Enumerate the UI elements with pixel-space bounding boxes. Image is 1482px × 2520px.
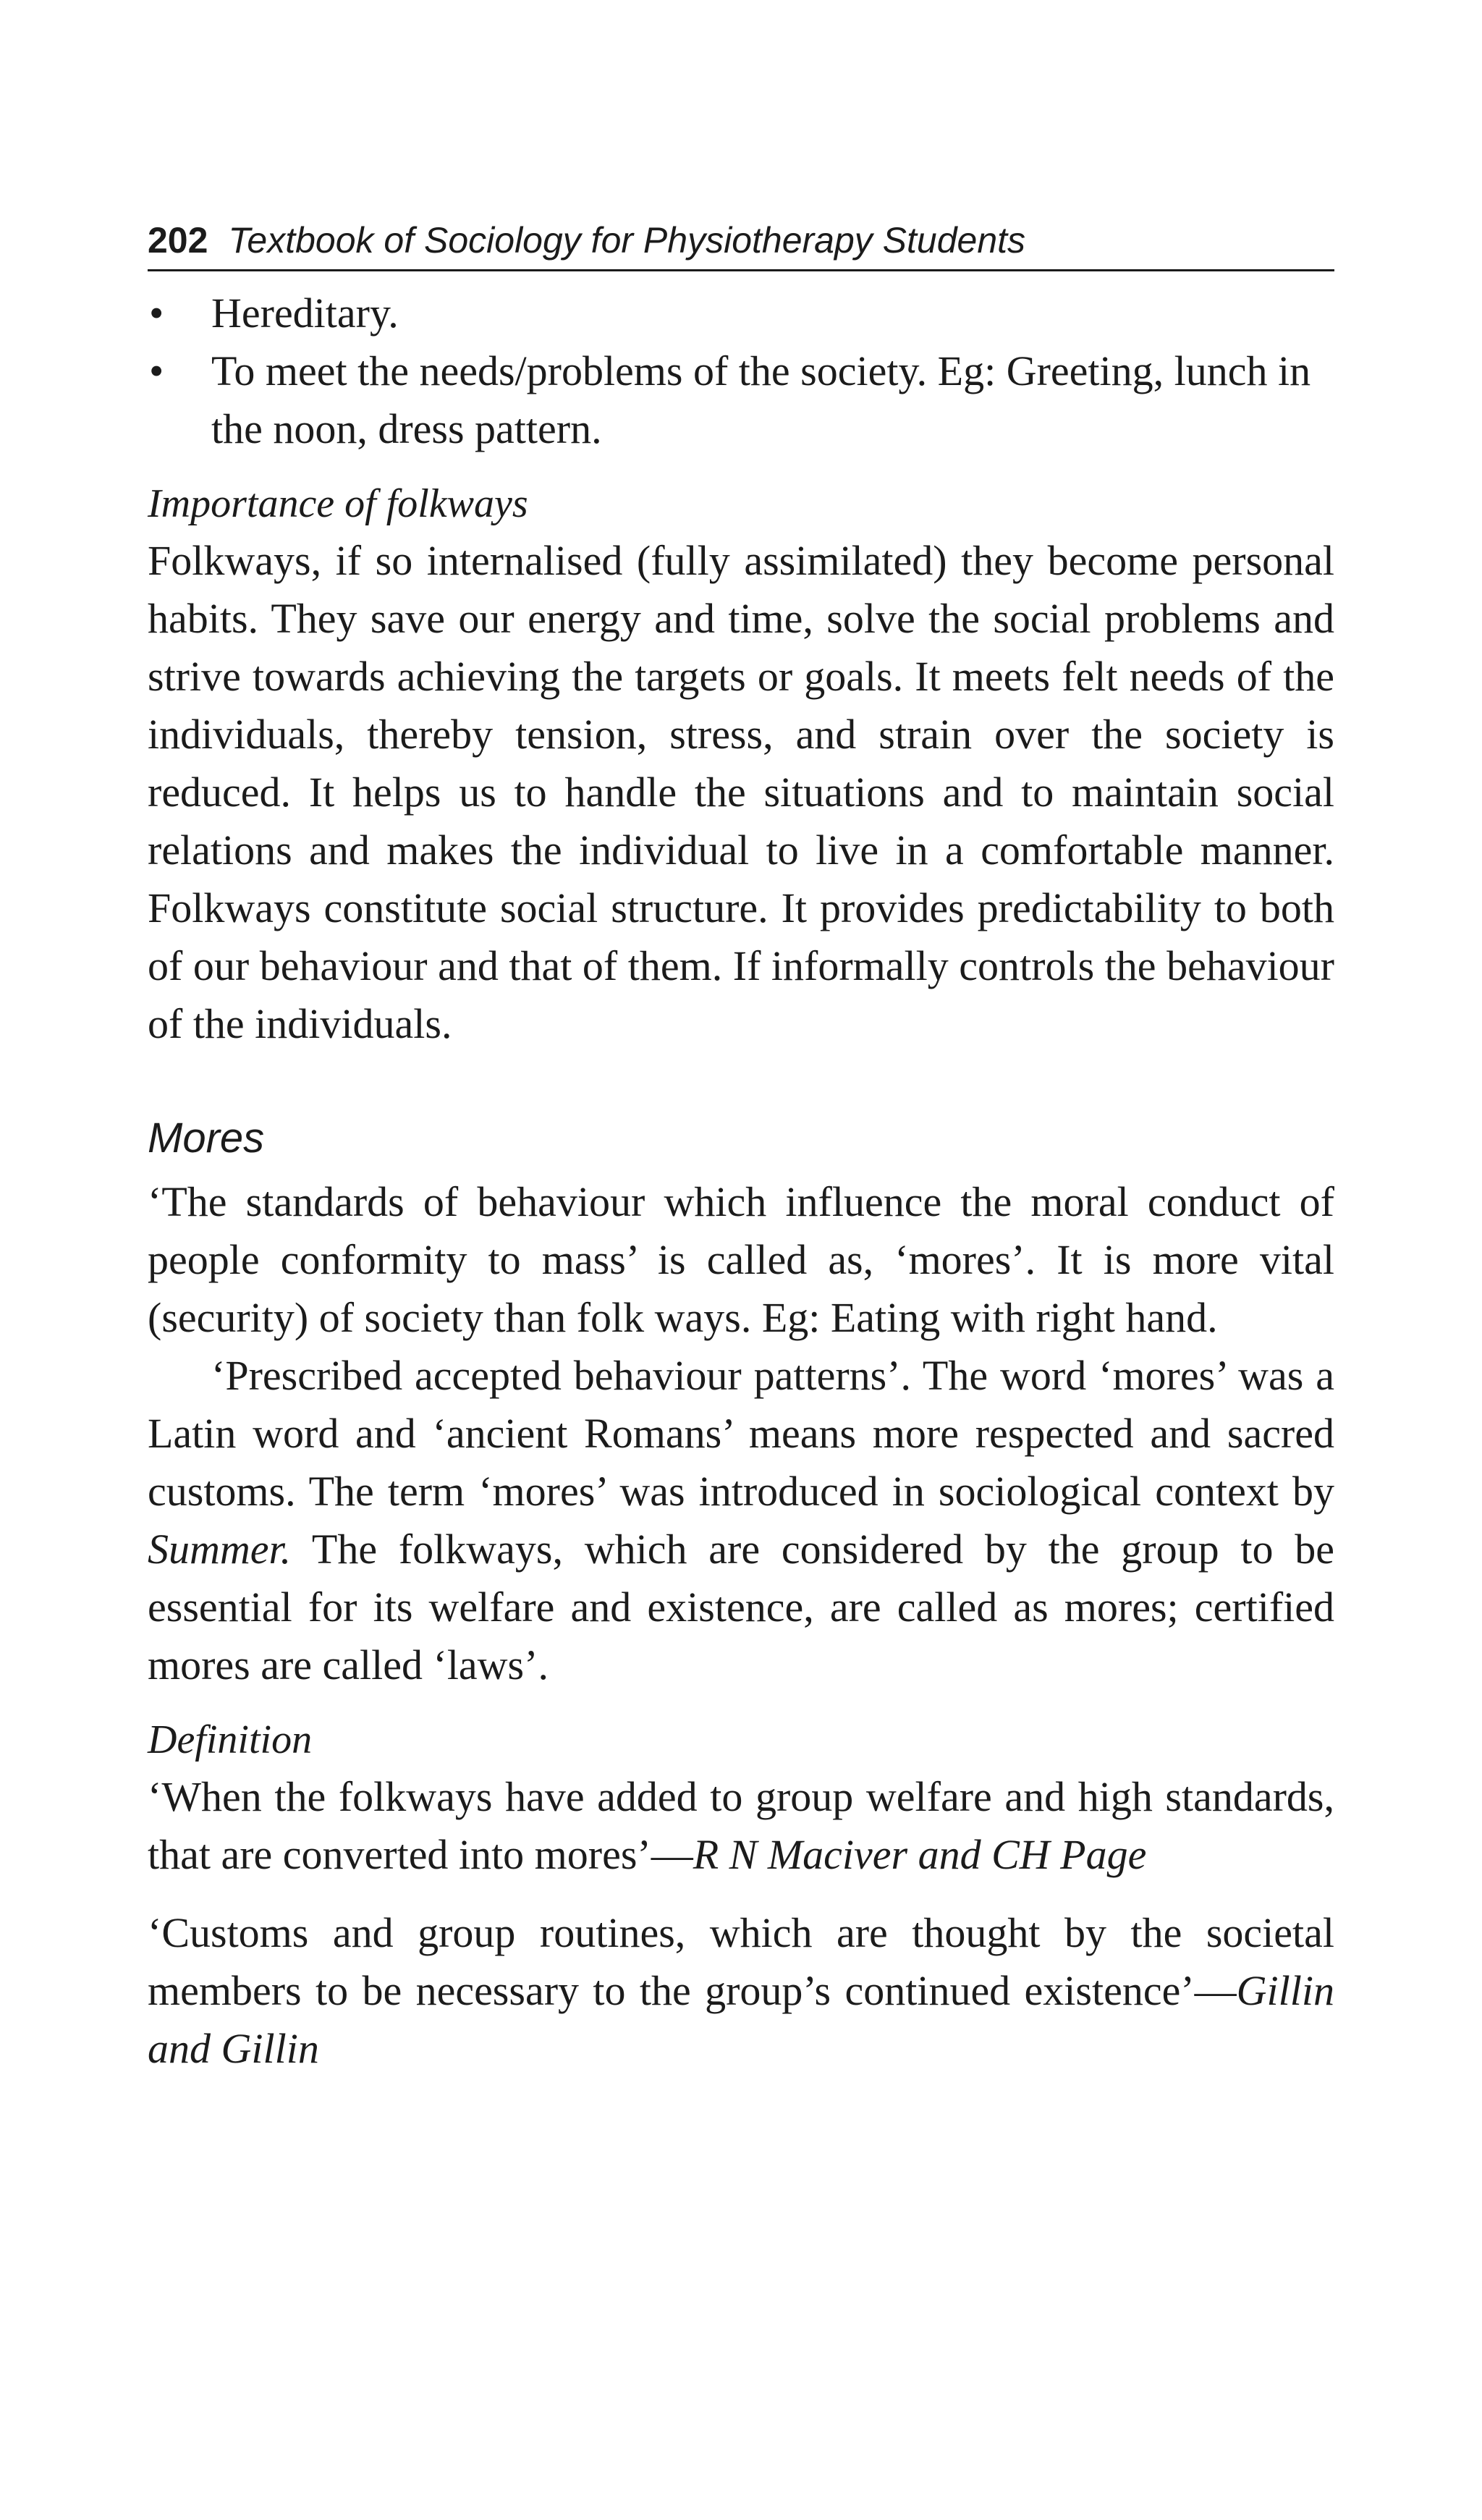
- quote-2-text: ‘Customs and group routines, which are thought by the societal members to be necessary to the group’s continued existence’—: [148, 1909, 1334, 2014]
- book-title: Textbook of Sociology for Physiotherapy Students: [228, 220, 1026, 261]
- importance-paragraph: Folkways, if so internalised (fully assimilated) they become personal habits. They save our energy and time, solve the social problems and strive towards achieving the targets or goals. It meets felt needs of the individuals, thereby tension, stress, and strain over the society is reduced. It helps us to handle the situations and to maintain social relations and makes the individual to live in a comfortable manner. Folkways constitute social structure. It provides predictability to both of our behaviour and that of them. If informally controls the behaviour of the individuals.: [148, 537, 1334, 1047]
- page-number: 202: [148, 220, 208, 261]
- importance-heading: Importance of folkways: [148, 481, 528, 526]
- quote-1-author: R N Maciver and CH Page: [693, 1831, 1147, 1878]
- quote-1-text: ‘When the folkways have added to group welfare and high standards, that are converted into mores’—: [148, 1773, 1334, 1878]
- running-header: [148, 217, 1334, 271]
- definition-quote-1: [148, 1768, 1334, 1884]
- mores-paragraph-2: [148, 1347, 1334, 1694]
- mores-paragraph-1: ‘The standards of behaviour which influence the moral conduct of people conformity to mass’ is called as, ‘mores’. It is more vital (security) of society than folk ways. Eg: Eating with right hand.: [148, 1178, 1334, 1341]
- mores-paragraph-2-text: ‘Prescribed accepted behaviour patterns’. The word ‘mores’ was a Latin word and ‘ancient Romans’ means more respected and sacred customs. The term ‘mores’ was introduced in sociological context by: [148, 1352, 1334, 1515]
- bullet-icon: •: [149, 347, 164, 394]
- page-body: [148, 217, 1334, 2078]
- bullet-item: [148, 284, 1334, 342]
- bullet-item: [148, 342, 1334, 458]
- mores-paragraph-2-rest: The folkways, which are considered by the group to be essential for its welfare and existence, are called as mores; certified mores are called ‘laws’.: [148, 1526, 1334, 1688]
- mores-summer-name: Summer.: [148, 1526, 292, 1573]
- bullet-icon: •: [149, 289, 164, 337]
- quote-2-author: Gillin and Gillin: [148, 1967, 1334, 2072]
- mores-heading: Mores: [148, 1115, 265, 1162]
- bullet-text: Hereditary.: [211, 289, 399, 337]
- definition-quote-2: [148, 1904, 1334, 2078]
- definition-heading: Definition: [148, 1717, 313, 1762]
- bullet-list: [148, 284, 1334, 458]
- bullet-text: To meet the needs/problems of the society. Eg: Greeting, lunch in the noon, dress pattern.: [211, 347, 1311, 452]
